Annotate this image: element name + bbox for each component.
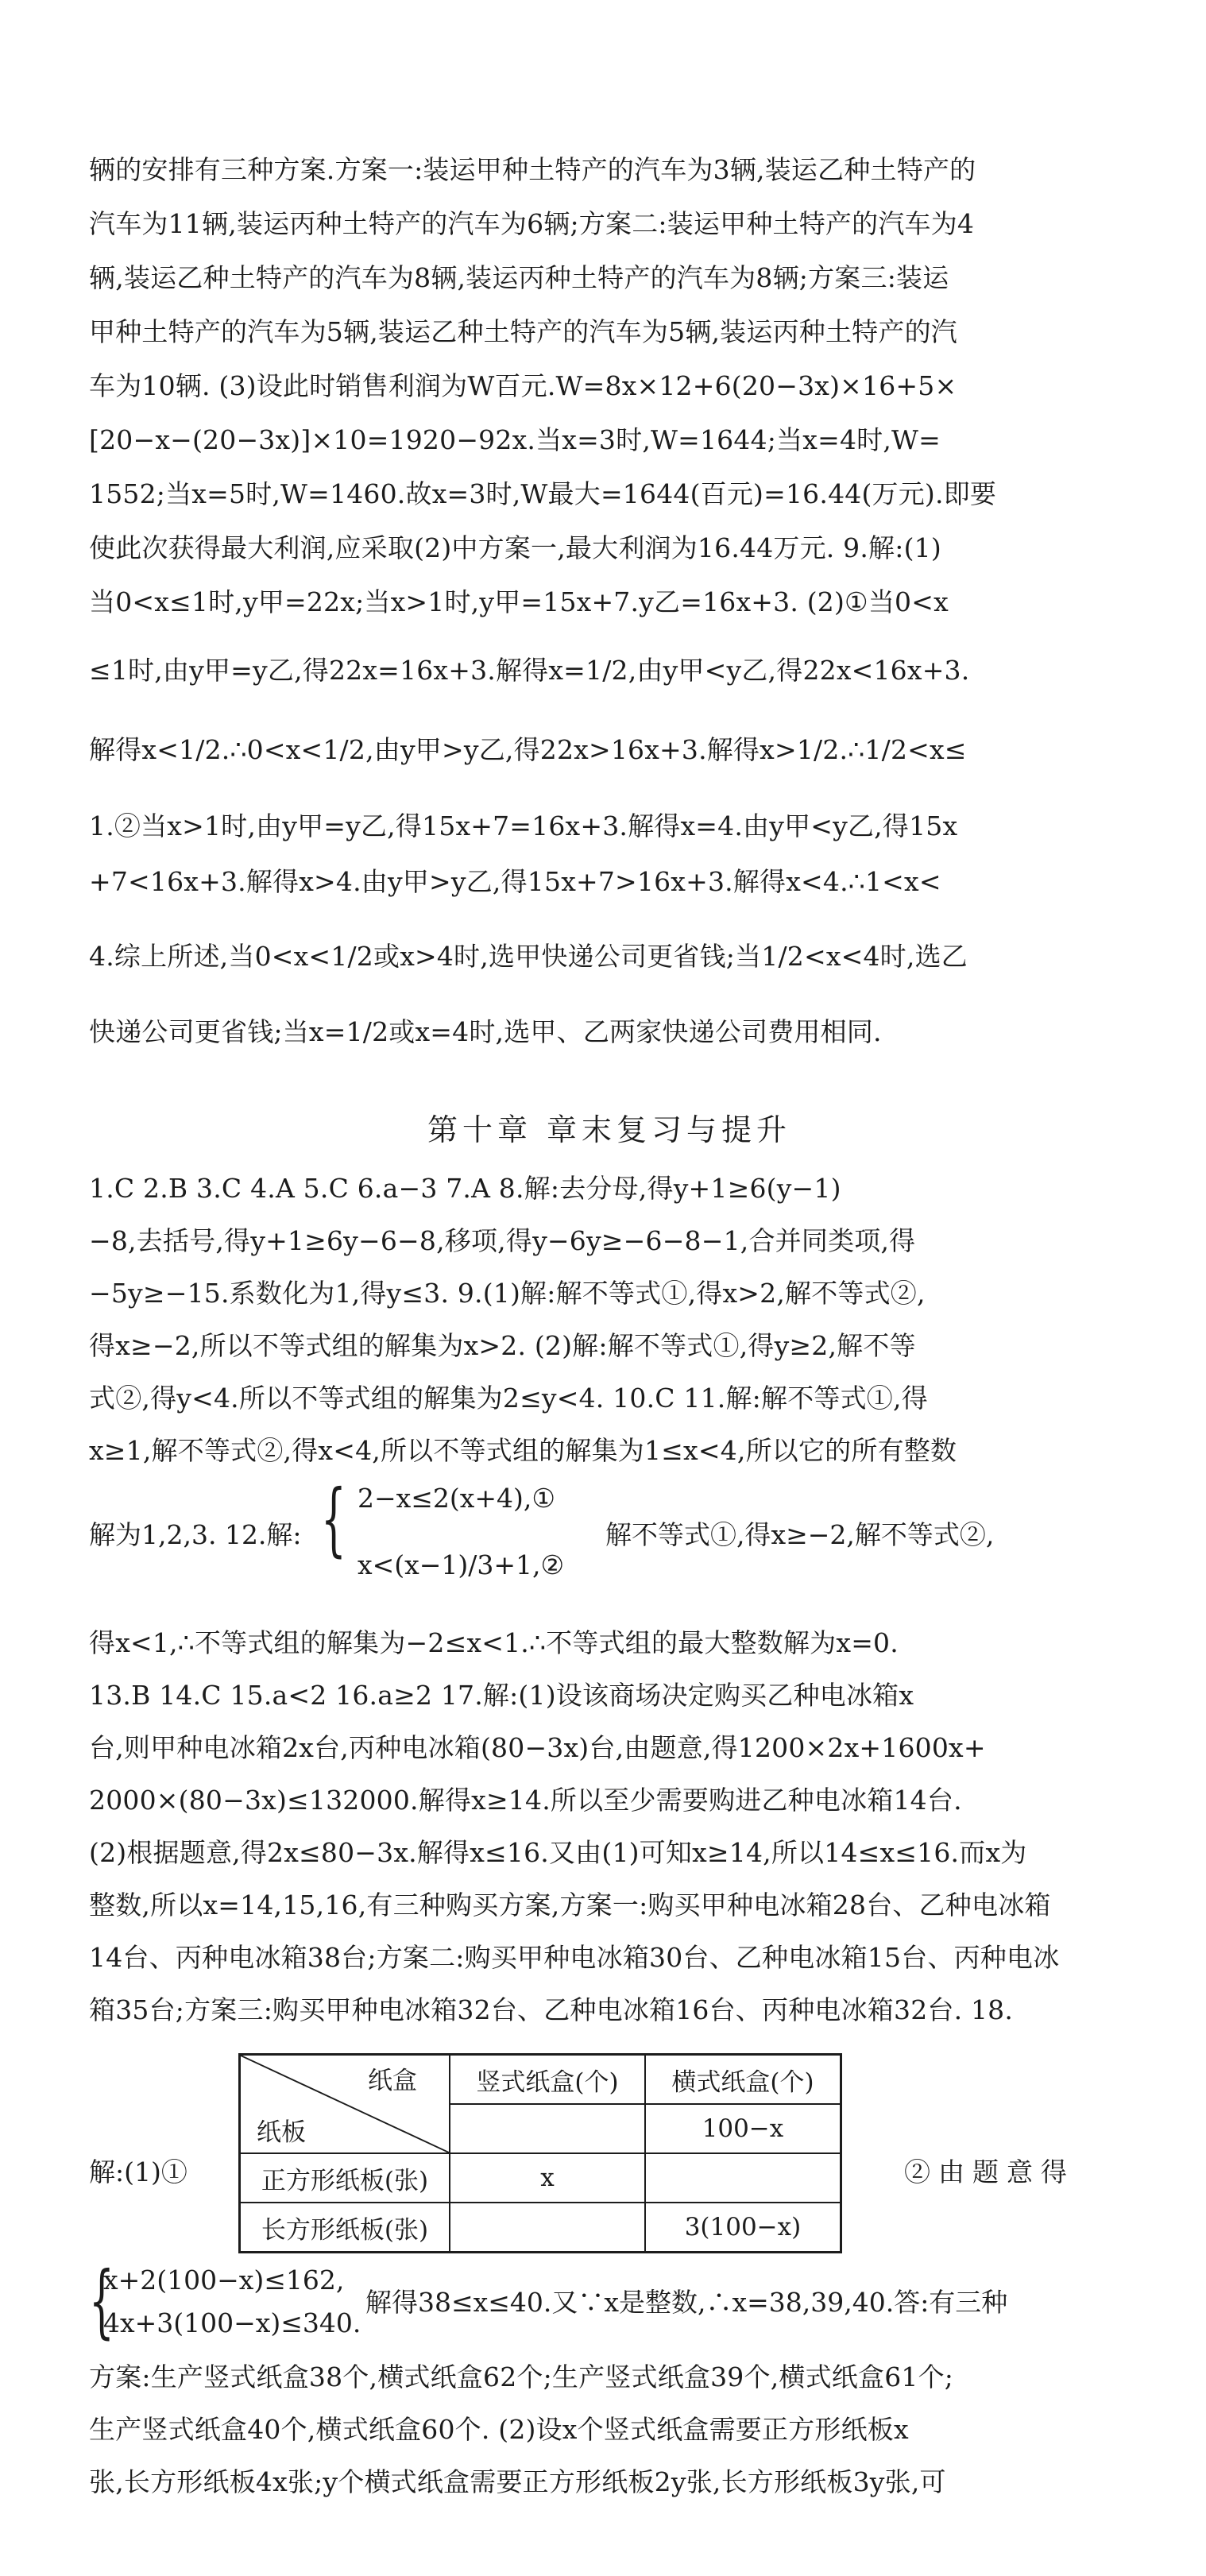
table-cell: 100−x bbox=[645, 2104, 841, 2153]
column-header: 横式纸盒(个) bbox=[645, 2055, 841, 2105]
q12-eq2: x<(x−1)/3+1,② bbox=[358, 1549, 565, 1580]
q18-brace: { bbox=[89, 2254, 114, 2347]
text-line: (2)根据题意,得2x≤80−3x.解得x≤16.又由(1)可知x≥14,所以14≤x≤16.而x为 bbox=[89, 1837, 1027, 1868]
q18-eq2: 4x+3(100−x)≤340. bbox=[103, 2307, 361, 2338]
corner-header-bottom: 纸板 bbox=[257, 2118, 306, 2147]
text-line: 得x≥−2,所以不等式组的解集为x>2. (2)解:解不等式①,得y≥2,解不等 bbox=[89, 1330, 916, 1361]
q12-lead: 解为1,2,3. 12.解: bbox=[89, 1519, 302, 1550]
text-line: 辆的安排有三种方案.方案一:装运甲种土特产的汽车为3辆,装运乙种土特产的 bbox=[89, 154, 976, 185]
q12-eq1: 2−x≤2(x+4),① bbox=[358, 1483, 555, 1514]
corner-header-top: 纸盒 bbox=[368, 2067, 417, 2095]
row-header: 正方形纸板(张) bbox=[240, 2153, 450, 2203]
table-cell bbox=[450, 2104, 645, 2153]
text-line: 2000×(80−3x)≤132000.解得x≥14.所以至少需要购进乙种电冰箱14台. bbox=[89, 1785, 962, 1816]
text-line: 台,则甲种电冰箱2x台,丙种电冰箱(80−3x)台,由题意,得1200×2x+1600x+ bbox=[89, 1732, 986, 1763]
text-line: 整数,所以x=14,15,16,有三种购买方案,方案一:购买甲种电冰箱28台、乙种电冰箱 bbox=[89, 1889, 1051, 1920]
q18-eq1: x+2(100−x)≤162, bbox=[103, 2265, 345, 2296]
q18-rest: 解得38≤x≤40.又∵x是整数,∴x=38,39,40.答:有三种 bbox=[365, 2287, 1008, 2318]
q18-followup: ②由题意得 bbox=[904, 2156, 1075, 2187]
text-line: [20−x−(20−3x)]×10=1920−92x.当x=3时,W=1644;当x=4时,W= bbox=[89, 424, 941, 455]
text-line: −5y≥−15.系数化为1,得y≤3. 9.(1)解:解不等式①,得x>2,解不等式②, bbox=[89, 1278, 926, 1309]
text-line: 1552;当x=5时,W=1460.故x=3时,W最大=1644(百元)=16.44(万元).即要 bbox=[89, 478, 997, 509]
text-line: 张,长方形纸板4x张;y个横式纸盒需要正方形纸板2y张,长方形纸板3y张,可 bbox=[89, 2466, 946, 2497]
q12-rest: 解不等式①,得x≥−2,解不等式②, bbox=[605, 1519, 995, 1550]
column-header: 竖式纸盒(个) bbox=[450, 2055, 645, 2105]
table-cell: 3(100−x) bbox=[645, 2203, 841, 2253]
chapter-title: 第十章 章末复习与提升 bbox=[427, 1112, 792, 1147]
table-cell bbox=[450, 2203, 645, 2253]
text-line: −8,去括号,得y+1≥6y−6−8,移项,得y−6y≥−6−8−1,合并同类项,得 bbox=[89, 1225, 916, 1256]
table-corner-cell bbox=[240, 2055, 450, 2154]
text-line: 箱35台;方案三:购买甲种电冰箱32台、乙种电冰箱16台、丙种电冰箱32台. 18. bbox=[89, 1994, 1014, 2025]
text-line: 使此次获得最大利润,应采取(2)中方案一,最大利润为16.44万元. 9.解:(1) bbox=[89, 532, 941, 563]
q18-lead: 解:(1)① bbox=[89, 2156, 187, 2187]
text-line: 得x<1,∴不等式组的解集为−2≤x<1.∴不等式组的最大整数解为x=0. bbox=[89, 1627, 899, 1658]
table-cell bbox=[645, 2153, 841, 2203]
text-line: 4.综上所述,当0<x<1/2或x>4时,选甲快递公司更省钱;当1/2<x<4时,选乙 bbox=[89, 941, 968, 972]
text-line: 解得x<1/2.∴0<x<1/2,由y甲>y乙,得22x>16x+3.解得x>1/2.∴1/2<x≤ bbox=[89, 734, 967, 765]
text-line: +7<16x+3.解得x>4.由y甲>y乙,得15x+7>16x+3.解得x<4.∴1<x< bbox=[89, 866, 941, 897]
q12-brace: { bbox=[321, 1472, 346, 1565]
text-line: 13.B 14.C 15.a<2 16.a≥2 17.解:(1)设该商场决定购买乙种电冰箱x bbox=[89, 1680, 914, 1711]
table-cell: x bbox=[450, 2153, 645, 2203]
text-line: 1.C 2.B 3.C 4.A 5.C 6.a−3 7.A 8.解:去分母,得y+1≥6(y−1) bbox=[89, 1173, 841, 1204]
text-line: 汽车为11辆,装运丙种土特产的汽车为6辆;方案二:装运甲种土特产的汽车为4 bbox=[89, 208, 975, 239]
text-line: 14台、丙种电冰箱38台;方案二:购买甲种电冰箱30台、乙种电冰箱15台、丙种电冰 bbox=[89, 1942, 1060, 1973]
text-line: ≤1时,由y甲=y乙,得22x=16x+3.解得x=1/2,由y甲<y乙,得22x<16x+3. bbox=[89, 655, 970, 686]
q18-table bbox=[238, 2053, 842, 2253]
text-line: 方案:生产竖式纸盒38个,横式纸盒62个;生产竖式纸盒39个,横式纸盒61个; bbox=[89, 2361, 954, 2392]
text-line: 辆,装运乙种土特产的汽车为8辆,装运丙种土特产的汽车为8辆;方案三:装运 bbox=[89, 262, 949, 293]
text-line: 快递公司更省钱;当x=1/2或x=4时,选甲、乙两家快递公司费用相同. bbox=[89, 1016, 882, 1047]
text-line: 车为10辆. (3)设此时销售利润为W百元.W=8x×12+6(20−3x)×16+5× bbox=[89, 370, 957, 401]
text-line: 1.②当x>1时,由y甲=y乙,得15x+7=16x+3.解得x=4.由y甲<y乙,得15x bbox=[89, 810, 958, 841]
text-line: 甲种土特产的汽车为5辆,装运乙种土特产的汽车为5辆,装运丙种土特产的汽 bbox=[89, 316, 957, 347]
text-line: 当0<x≤1时,y甲=22x;当x>1时,y甲=15x+7.y乙=16x+3. (2)①当0<x bbox=[89, 586, 949, 617]
row-header: 长方形纸板(张) bbox=[240, 2203, 450, 2253]
text-line: x≥1,解不等式②,得x<4,所以不等式组的解集为1≤x<4,所以它的所有整数 bbox=[89, 1435, 957, 1466]
text-line: 生产竖式纸盒40个,横式纸盒60个. (2)设x个竖式纸盒需要正方形纸板x bbox=[89, 2414, 909, 2445]
text-line: 式②,得y<4.所以不等式组的解集为2≤y<4. 10.C 11.解:解不等式①,得 bbox=[89, 1383, 928, 1414]
